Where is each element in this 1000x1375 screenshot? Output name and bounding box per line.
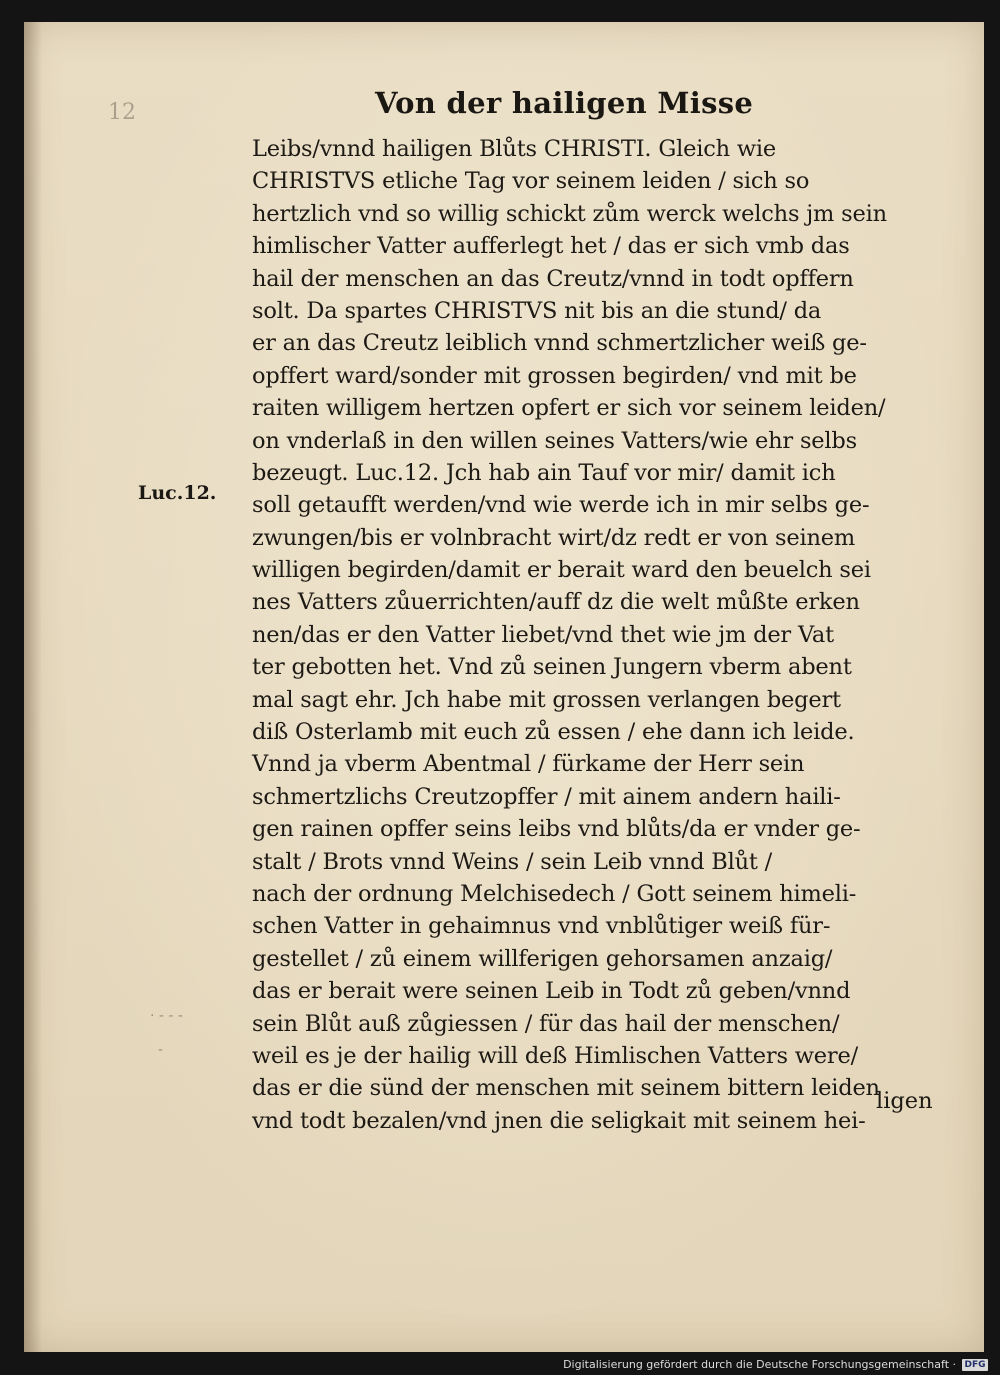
text-line: das er die sünd der menschen mit seinem bittern leiden <box>252 1075 880 1102</box>
margin-note: Luc.12. <box>138 482 217 504</box>
text-line: schmertzlichs Creutzopffer / mit ainem andern haili‑ <box>252 783 841 810</box>
page-gutter-shadow <box>24 22 42 1352</box>
running-head: Von der hailigen Misse <box>375 86 754 120</box>
text-line: himlischer Vatter aufferlegt het / das er sich vmb das <box>252 233 850 260</box>
text-line: hertzlich vnd so willig schickt zům werck welchs jm sein <box>252 200 887 227</box>
dfg-logo: DFG <box>962 1359 988 1371</box>
text-line: diß Osterlamb mit euch zů essen / ehe dann ich leide. <box>252 719 855 746</box>
text-line: raiten willigem hertzen opfert er sich vor seinem leiden/ <box>252 395 886 422</box>
text-line: weil es je der hailig will deß Himlischen Vatters were/ <box>252 1042 858 1069</box>
text-line: mal sagt ehr. Jch habe mit grossen verlangen begert <box>252 686 841 713</box>
text-line: gestellet / zů einem willferigen gehorsamen anzaig/ <box>252 945 833 972</box>
text-line: willigen begirden/damit er berait ward den beuelch sei <box>252 557 871 584</box>
text-line: Vnnd ja vberm Abentmal / fürkame der Herr sein <box>252 751 805 778</box>
stray-bleed-mark: · - - - <box>150 1008 183 1024</box>
text-line: nen/das er den Vatter liebet/vnd thet wie jm der Vat <box>252 621 834 648</box>
stray-bleed-mark: - <box>158 1042 164 1058</box>
text-line: CHRISTVS etliche Tag vor seinem leiden / sich so <box>252 168 810 195</box>
text-line: gen rainen opffer seins leibs vnd blůts/da er vnder ge‑ <box>252 816 861 843</box>
faint-folio-mark: 12 <box>108 100 136 125</box>
text-line: on vnderlaß in den willen seines Vatters/wie ehr selbs <box>252 427 857 454</box>
text-line: er an das Creutz leiblich vnnd schmertzlicher weiß ge‑ <box>252 330 867 357</box>
text-line: Leibs/vnnd hailigen Blůts CHRISTI. Gleich wie <box>252 136 777 162</box>
text-line: vnd todt bezalen/vnd jnen die seligkait mit seinem hei‑ <box>252 1107 866 1134</box>
text-line: soll getaufft werden/vnd wie werde ich in mir selbs ge‑ <box>252 492 870 519</box>
text-line: schen Vatter in gehaimnus vnd vnblůtiger weiß für‑ <box>252 913 831 940</box>
text-line: nach der ordnung Melchisedech / Gott seinem himeli‑ <box>252 880 857 907</box>
text-line: bezeugt. Luc.12. Jch hab ain Tauf vor mir/ damit ich <box>252 459 836 486</box>
digitization-credit: Digitalisierung gefördert durch die Deutsche Forschungsgemeinschaft · <box>563 1358 956 1371</box>
catchword: ligen <box>876 1088 933 1114</box>
text-line: ter gebotten het. Vnd zů seinen Jungern vberm abent <box>252 654 852 681</box>
text-line: zwungen/bis er volnbracht wirt/dz redt er von seinem <box>252 524 856 551</box>
body-text <box>252 133 952 1137</box>
text-line: hail der menschen an das Creutz/vnnd in todt opffern <box>252 265 854 292</box>
text-line: nes Vatters zůuerrichten/auff dz die welt můßte erken <box>252 589 860 616</box>
text-line: stalt / Brots vnnd Weins / sein Leib vnnd Blůt / <box>252 848 773 875</box>
text-line: sein Blůt auß zůgiessen / für das hail der menschen/ <box>252 1010 840 1037</box>
text-line: opffert ward/sonder mit grossen begirden/ vnd mit be <box>252 362 857 389</box>
text-line: das er berait were seinen Leib in Todt zů geben/vnnd <box>252 978 851 1005</box>
text-line: solt. Da spartes CHRISTVS nit bis an die stund/ da <box>252 297 822 324</box>
